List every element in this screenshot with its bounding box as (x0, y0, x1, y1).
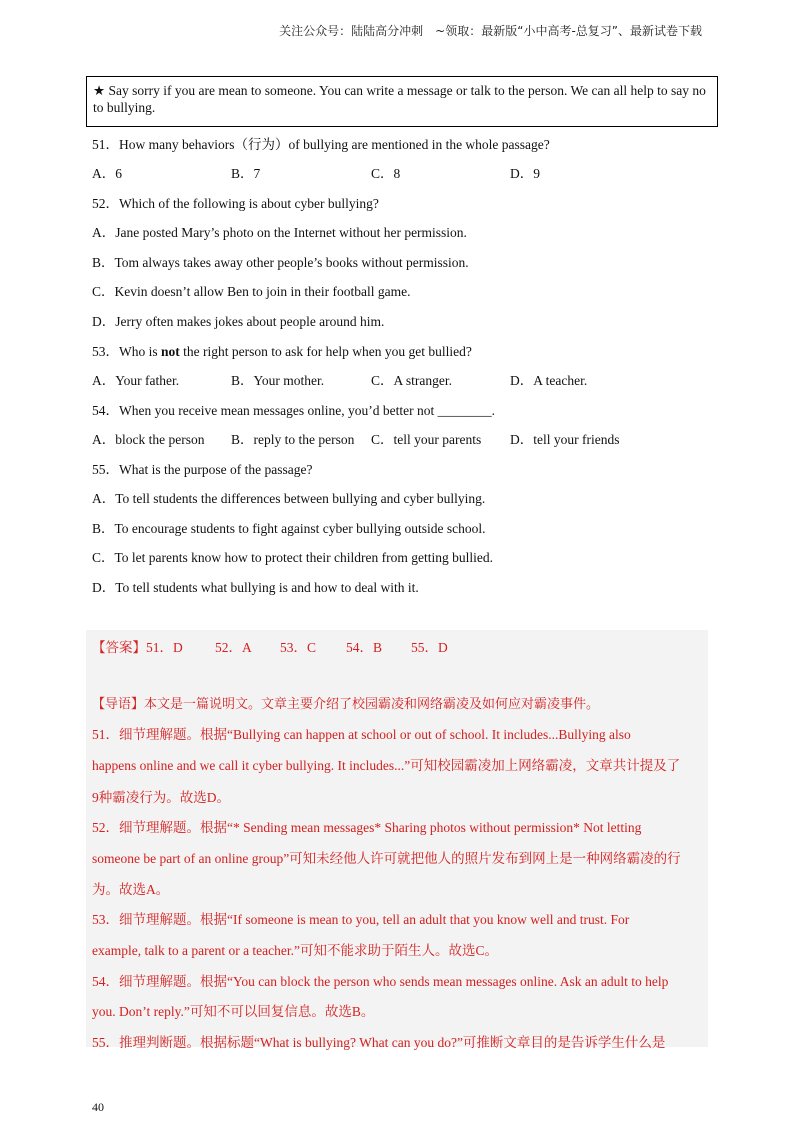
q54-option-d: D．tell your friends (510, 432, 620, 447)
page-number: 40 (92, 1100, 104, 1114)
q51-option-d: D．9 (510, 166, 540, 181)
question-51: 51．How many behaviors（行为）of bullying are mentioned in the whole passage? (92, 137, 550, 152)
q53-option-a: A．Your father. (92, 373, 180, 388)
answer-52: 52．A (215, 640, 252, 655)
q55-option-a: A．To tell students the differences between bullying and cyber bullying. (92, 491, 486, 506)
answer-53: 53．C (280, 640, 317, 655)
answer-54: 54．B (346, 640, 383, 655)
explanation-line: you. Don’t reply.”可知不可以回复信息。故选B。 (92, 1004, 375, 1019)
q55-option-c: C．To let parents know how to protect their children from getting bullied. (92, 550, 493, 565)
q54-option-b: B．reply to the person (231, 432, 355, 447)
answer-55: 55．D (411, 640, 448, 655)
explanation-line: 52．细节理解题。根据“* Sending mean messages* Sharing photos without permission* Not letting (92, 820, 642, 835)
question-55: 55．What is the purpose of the passage? (92, 462, 313, 477)
q51-option-c: C．8 (371, 166, 401, 181)
explanation-line: 9种霸凌行为。故选D。 (92, 790, 230, 805)
q51-option-b: B．7 (231, 166, 261, 181)
answer-label: 【答案】51．D (92, 640, 183, 655)
question-53 (92, 340, 472, 360)
q54-option-a: A．block the person (92, 432, 205, 447)
explanation-line: example, talk to a parent or a teacher.”可知不能求助于陌生人。故选C。 (92, 943, 499, 958)
q53-stem-emphasis: not (161, 344, 180, 359)
q54-option-c: C．tell your parents (371, 432, 482, 447)
explanation-line: 51．细节理解题。根据“Bullying can happen at school or out of school. It includes...Bullying also (92, 727, 631, 742)
q52-option-d: D．Jerry often makes jokes about people around him. (92, 314, 385, 329)
q53-stem-pre: 53．Who is (92, 344, 161, 359)
guide-intro: 【导语】本文是一篇说明文。文章主要介绍了校园霸凌和网络霸凌及如何应对霸凌事件。 (92, 697, 600, 712)
q52-option-a: A．Jane posted Mary’s photo on the Internet without her permission. (92, 225, 467, 240)
q53-option-b: B．Your mother. (231, 373, 325, 388)
q53-option-d: D．A teacher. (510, 373, 588, 388)
explanation-line: someone be part of an online group”可知未经他人许可就把他人的照片发布到网上是一种网络霸凌的行 (92, 851, 681, 866)
question-54: 54．When you receive mean messages online, you’d better not ________. (92, 403, 496, 418)
q52-option-c: C．Kevin doesn’t allow Ben to join in their football game. (92, 284, 411, 299)
q53-option-c: C．A stranger. (371, 373, 452, 388)
tip-box: ★ Say sorry if you are mean to someone. You can write a message or talk to the person. We can all help to say no to bullying. (86, 76, 718, 127)
question-52: 52．Which of the following is about cyber bullying? (92, 196, 379, 211)
q52-option-b: B．Tom always takes away other people’s books without permission. (92, 255, 469, 270)
q55-option-b: B．To encourage students to fight against cyber bullying outside school. (92, 521, 486, 536)
explanation-line: 55．推理判断题。根据标题“What is bullying? What can you do?”可推断文章目的是告诉学生什么是 (92, 1035, 666, 1050)
explanation-line: 53．细节理解题。根据“If someone is mean to you, tell an adult that you know well and trust. For (92, 912, 630, 927)
page-header: 关注公众号：陆陆高分冲刺 ~领取：最新版“小中高考-总复习”、最新试卷下载 (279, 24, 702, 38)
explanation-line: happens online and we call it cyber bullying. It includes...”可知校园霸凌加上网络霸凌，文章共计提及了 (92, 758, 681, 773)
q53-stem-post: the right person to ask for help when you get bullied? (179, 344, 472, 359)
q55-option-d: D．To tell students what bullying is and how to deal with it. (92, 580, 419, 595)
q51-option-a: A．6 (92, 166, 122, 181)
explanation-line: 54．细节理解题。根据“You can block the person who sends mean messages online. Ask an adult to help (92, 974, 669, 989)
explanation-line: 为。故选A。 (92, 882, 170, 897)
